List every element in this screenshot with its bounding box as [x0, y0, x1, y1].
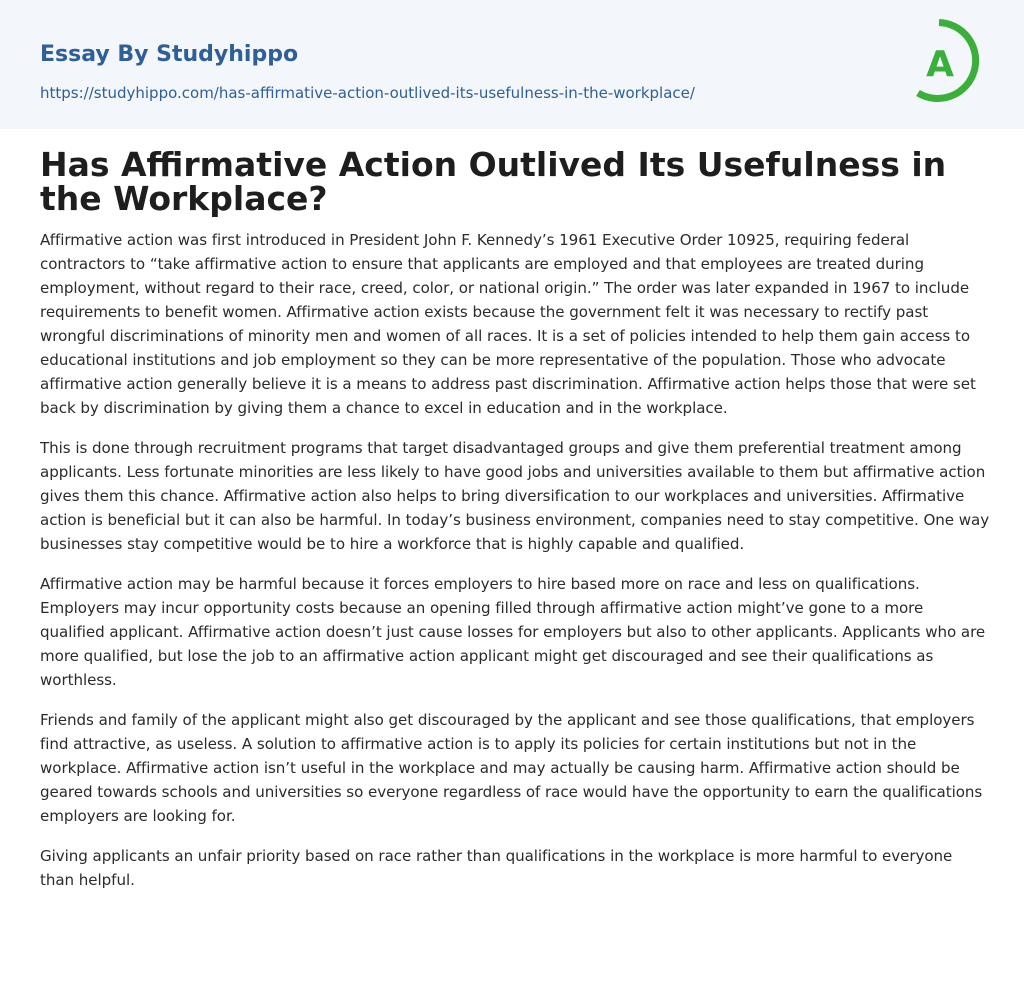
paragraph: This is done through recruitment programs that target disadvantaged groups and give them preferential treatment among applicants. Less fortunate minorities are less likely to have good jobs and universities available to them but affirmative action gives them this chance. Affirmative action also helps to bring diversification to our workplaces and universities. Affirmative action is beneficial but it can also be harmful. In today’s business environment, companies need to stay competitive. One way businesses stay competitive would be to hire a workforce that is highly capable and qualified. [40, 439, 990, 553]
logo-letter: A [926, 44, 954, 85]
paragraph: Friends and family of the applicant might also get discouraged by the applicant and see those qualifications, that employers find attractive, as useless. A solution to affirmative action is to apply its policies for certain institutions but not in the workplace. Affirmative action isn’t useful in the workplace and may actually be causing harm. Affirmative action should be geared towards schools and universities so everyone regardless of race would have the opportunity to earn the qualifications employers are looking for. [40, 711, 983, 825]
studyhippo-a-logo-icon[interactable] [912, 19, 986, 105]
article-body [40, 228, 990, 908]
page-title: Has Affirmative Action Outlived Its Usefulness in the Workplace? [40, 145, 947, 218]
brand-title[interactable]: Essay By Studyhippo [40, 42, 299, 67]
paragraph: Affirmative action was first introduced in President John F. Kennedy’s 1961 Executive Order 10925, requiring federal contractors to “take affirmative action to ensure that applicants are employed and that employees are treated during employment, without regard to their race, creed, color, or national origin.” The order was later expanded in 1967 to include requirements to benefit women. Affirmative action exists because the government felt it was necessary to rectify past wrongful discriminations of minority men and women of all races. It is a set of policies intended to help them gain access to educational institutions and job employment so they can be more representative of the population. Those who advocate affirmative action generally believe it is a means to address past discrimination. Affirmative action helps those that were set back by discrimination by giving them a chance to excel in education and in the workplace. [40, 231, 976, 417]
paragraph: Giving applicants an unfair priority based on race rather than qualifications in the workplace is more harmful to everyone than helpful. [40, 847, 953, 889]
paragraph: Affirmative action may be harmful because it forces employers to hire based more on race and less on qualifications. Employers may incur opportunity costs because an opening filled through affirmative action might’ve gone to a more qualified applicant. Affirmative action doesn’t just cause losses for employers but also to other applicants. Applicants who are more qualified, but lose the job to an affirmative action applicant might get discouraged and see their qualifications as worthless. [40, 575, 986, 689]
site-header [0, 0, 1024, 129]
article-url-link[interactable]: https://studyhippo.com/has-affirmative-action-outlived-its-usefulness-in-the-workplace/ [40, 84, 695, 102]
